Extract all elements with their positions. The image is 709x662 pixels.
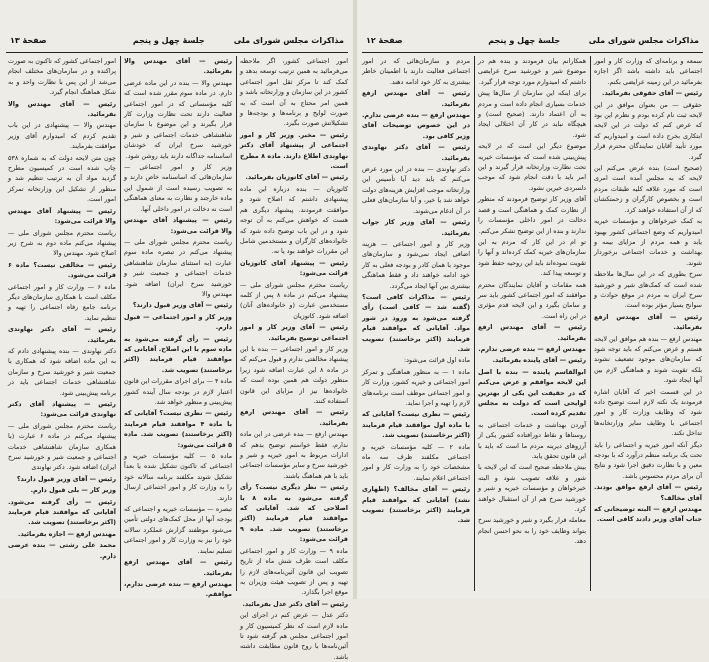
- left-page: [0, 0, 354, 661]
- paragraph: مهندس والا — بنده در این ماده عرضی دارم. در ماده سوم مقرر شده است که کلیه مؤسساتی که در امور اجتماعی فعالیت دارند تحت نظارت وزارت کار قرار بگیرند و این موضوع با سازمان شاهنشاهی خدمات اجتماعی و شیر و خورشید سرخ ایران که خودشان اساسنامه جداگانه دارند باید روشن شود.: [124, 78, 232, 160]
- speaker-line: ابوالقاسم پاینده — بنده با اصل این لایحه موافقم و عرض می‌کنم که در حقیقت این یکی از بهترین لوایحی است که دولت به مجلس تقدیم کرده است.: [478, 367, 586, 418]
- paragraph: ماده اول قرائت می‌شود:: [404, 356, 470, 365]
- paragraph: ماده ۲ — کلیه مؤسسات خیریه و اجتماعی مکلفند ظرف سه ماه مشخصات خود را به وزارت کار و امور اجتماعی اعلام نمایند.: [362, 442, 470, 482]
- left-header-rule: [6, 52, 348, 53]
- left-page-middle-column: [124, 56, 232, 599]
- column-divider: [590, 56, 591, 591]
- paragraph: سمعه و برنامه‌ای که وزارت کار و امور اجتماعی باید داشته باشد اگر اجازه بفرمائید در این زمینه عرایضی بکنم.: [594, 57, 702, 86]
- right-header-title: مذاکرات مجلس شورای ملی: [588, 36, 699, 45]
- right-page-header: [360, 34, 705, 52]
- speaker-line: رئیس — پیشنهاد آقای مهندس والا قرائت می‌شود:: [8, 206, 116, 226]
- left-page-left-column: [8, 56, 116, 593]
- speaker-line: رئیس — آقای مهندس ارفع بفرمائید.: [124, 558, 232, 577]
- speaker-line: رئیس — آقای مهندس والا بفرمائید.: [8, 99, 116, 119]
- column-divider: [120, 56, 121, 591]
- paragraph: ماده ۵ — کلیه مؤسسات خیریه و اجتماعی که تاکنون تشکیل شده یا بعداً تشکیل شوند مکلفند برنامه سالانه خود را به وزارت کار و امور اجتماعی ارسال دارند.: [124, 452, 232, 502]
- speaker-line: رئیس — آقای مهندس ارفع بفرمائید.: [478, 323, 586, 342]
- speaker-line: رئیس — پیشنهاد آقای مهندس والا قرائت می‌شود:: [124, 216, 232, 235]
- speaker-line: رئیس — رأی گرفته می‌شود به ماده سوم با این اصلاح. آقایانی که موافقند قیام فرمایند (اکثر برخاستند) تصویب شد.: [124, 334, 232, 374]
- left-header-page-number: صفحهٔ ۱۳: [10, 36, 47, 45]
- paragraph: ماده ۹ — وزارت کار و امور اجتماعی مکلف است ظرف شش ماه از تاریخ تصویب این قانون آئین‌نامه‌های لازم را تهیه و پس از تصویب هیئت وزیران به موقع اجرا بگذارد.: [240, 546, 348, 597]
- paragraph: امور اجتماعی کشور که تاکنون به صورت پراکنده و در سازمان‌های مختلف انجام می‌شد از این پس با نظارت واحد و به شکل هماهنگ انجام گیرد.: [8, 57, 116, 97]
- speaker-line: رئیس — پیشنهاد آقای دکتر نهاوندی قرائت می‌شود:: [8, 400, 116, 419]
- paragraph: دکتر نهاوندی — بنده پیشنهادی دادم که به این ماده اضافه شود که همکاری با جمعیت شیر و خورشید سرخ و سازمان شاهنشاهی خدمات اجتماعی باید در برنامه پیش‌بینی شود.: [8, 346, 116, 397]
- paragraph: چون متن لایحه دولت که به شماره ۵۳۸ چاپ شده است در کمیسیون مطرح گردید مواد آن به ترتیب تنظیم شد و منظور از تشکیل این وزارتخانه تمرکز امور است.: [8, 153, 116, 204]
- speaker-line: رئیس — آقای ارفع موافق بودند. آقای مخالف؟: [594, 483, 702, 502]
- paragraph: دکتر عدل — عرض کنم در اجرای این ماده لازم است که نظر کمیسیون کار و امور اجتماعی مجلس هم گرفته شود تا آئین‌نامه‌ها با روح قانون مطابقت داشته باشد.: [240, 611, 348, 661]
- paragraph: آقای وزیر کار توضیح فرمودند که منظور از نظارت کمک و هماهنگی است و قصد دخالت در امور داخلی مؤسسات را ندارند و بنده از این توضیح تشکر می‌کنم.: [478, 195, 586, 235]
- paragraph: بیش ملاحظه صحیح است که این لایحه با شور و علاقه تصویب شود و البته خیرخواهان و مؤسسات خیریه و شیر و خورشید سرخ هم از آن استقبال خواهند کرد.: [478, 463, 586, 514]
- left-header-session: جلسهٔ چهل و پنجم: [132, 36, 205, 45]
- paragraph: وزیر کار و امور اجتماعی — سازمان‌هائی که اساسنامه خاص دارند و به تصویب رسیده است از شمول این ماده خارجند و نظارت به معنای هماهنگی است نه دخالت در امور داخلی آنها.: [124, 163, 232, 213]
- speaker-line: رئیس — آقای پاینده بفرمائید.: [492, 356, 586, 365]
- paragraph: کاتوزیان — بنده درباره این ماده پیشنهادی داشتم که اصلاح شود و موافقت فرمودند. پیشنهاد دیگری هم هست که خواهش می‌کنم به آن توجه شود و در این باب توضیح داده شود که خانواده‌های کارگران و مستخدمین شامل این مقررات خواهند بود یا نه.: [240, 184, 348, 256]
- paragraph: آوردن بهداشت و خدمات اجتماعی به روستاها و نقاط دورافتاده کشور یکی از آرزوهای دیرینه مردم ما است که باید با این قانون تحقق یابد.: [478, 420, 586, 461]
- speaker-line: رئیس — آقای وزیر کار جواب بفرمائید.: [362, 218, 470, 237]
- left-page-right-column: [239, 56, 348, 661]
- right-header-session: جلسهٔ چهل و پنجم: [488, 36, 561, 45]
- paragraph: موضوع دیگر این است که در لایحه پیش‌بینی شده است که مؤسسات خیریه تحت نظارت وزارتخانه قرار گیرند و این امر باید با دقت انجام شود که موجب دلسردی خیرین نشود.: [478, 142, 586, 192]
- paragraph: به کمک خیرخواهان و مؤسسات خیریه امیدواریم که وضع اجتماعی کشور بهبود یابد و همه مردم از مزایای بیمه و بهداشت و خدمات اجتماعی برخوردار شوند.: [594, 217, 702, 267]
- paragraph: تبصره — مؤسسات خیریه و اجتماعی که بودجه آنها از محل کمک‌های دولتی تأمین می‌شود موظفند گزارش عملکرد سالانه خود را نیز به وزارت کار و امور اجتماعی تسلیم نمایند.: [124, 505, 232, 555]
- paragraph: مردم و سازمان‌هائی که در امور اجتماعی فعالیت دارند با اطمینان خاطر بیشتری به کار خود ادامه دهند.: [362, 57, 470, 86]
- right-header-rule: [362, 52, 703, 53]
- speaker-line: رئیس — آقای دکتر نهاوندی بفرمائید.: [8, 325, 116, 344]
- speaker-line: رئیس — آقای مهندس ارفع بفرمائید.: [240, 408, 348, 427]
- speaker-line: وزیر کار و امور اجتماعی — قبول دارم.: [124, 312, 232, 332]
- paragraph: تو ام در این کار که مردم به این سازمان‌های خیریه کمک کرده‌اند و آنها را تقویت نموده‌اند باید این روحیه حفظ شود و توسعه پیدا کند.: [478, 237, 586, 278]
- column-divider: [474, 56, 475, 591]
- speaker-line: مهندس ارفع — بنده عرضی ندارم. در این خصوص توضیحات آقای وزیر کافی بود.: [362, 111, 470, 140]
- paragraph: برای اینکه این سازمان از سال‌ها پیش خدمات بسیاری انجام داده است و مردم به آن اعتماد دارند. (صحیح است) و هیچگاه نباید در کار آن اختلالی ایجاد شود.: [478, 89, 586, 139]
- speaker-line: رئیس — آقای وزیر قبول دارند؟: [132, 301, 232, 310]
- paragraph: ریاست محترم مجلس شورای ملی — پیشنهاد می‌کنم در ماده ۶ عبارت (با همکاری سازمان شاهنشاهی خدمات اجتماعی و جمعیت شیر و خورشید سرخ ایران) اضافه شود. دکتر نهاوندی: [8, 421, 116, 472]
- paragraph: مهندس ارفع — بنده عرضی در این ماده ندارم، فقط خواستم توضیح بدهم که ادارات مربوط به امور خیریه و شیر و خورشید سرخ و سایر مؤسسات اجتماعی باید با هم هماهنگ باشند.: [239, 430, 348, 480]
- paragraph: سرخ بطوری که در این سال‌ها ملاحظه شده است که کمک‌های شیر و خورشید سرخ ایران به مردم در موقع حوادث و سوانح بسیار مؤثر بوده است.: [594, 270, 702, 310]
- speaker-line: رئیس — آقای مهندس ارفع بفرمائید.: [362, 89, 470, 108]
- speaker-line: رئیس — آقای مخالف؟ (اظهاری نشد) آقایانی که موافقند قیام فرمایند (اکثر برخاستند) تصویب شد.: [362, 485, 470, 525]
- left-page-header: [4, 34, 350, 52]
- speaker-line: رئیس — مخبر. وزیر کار و امور اجتماعی از پیشنهاد آقای دکتر نهاوندی اطلاع دارند. ماده ۸ مطرح است.: [240, 130, 348, 171]
- speaker-line: رئیس — نظر دیگری نیست؟ رأی گرفته می‌شود به ماده ۸ با اصلاحی که شد. آقایانی که موافقند قیام فرمایند (اکثر برخاستند) تصویب شد. ماده ۹ قرائت می‌شود:: [240, 483, 348, 544]
- speaker-line: رئیس — آقای کاتوزیان بفرمائید.: [245, 173, 348, 182]
- right-page: [356, 0, 709, 599]
- paragraph: دکتر نهاوندی — بنده در این مورد عرض می‌کنم که باید دید آیا تأسیس این وزارتخانه موجب افزایش هزینه‌های دولت خواهد شد یا خیر، و آیا سازمان‌های فعلی در آن ادغام می‌شوند.: [362, 165, 470, 215]
- speaker-line: رئیس — آقای دکتر نهاوندی بفرمائید.: [362, 143, 470, 162]
- speaker-line: رئیس — مذاکرات کافی است؟ (گفته شد — کافی است) رأی گرفته می‌شود به ورود در شور مواد. آقایانی که موافقند قیام فرمایند (اکثر برخاستند) تصویب شد.: [362, 292, 470, 353]
- paragraph: در این قسمت اخیر که آقایان اشاره فرمودند یک نکته لازم است توضیح داده شود که وظایف وزارت کار و امور اجتماعی با وظایف سایر وزارتخانه‌ها تداخل نکند.: [594, 387, 702, 438]
- paragraph: معامله قرار بگیرد و شیر و خورشید سرخ بتواند وظایف خود را به نحو احسن انجام دهد.: [478, 516, 586, 546]
- paragraph: همکارانم بیان فرمودند و بنده هم در موضوع شیر و خورشید سرخ عرایضی داشتم که امیدوارم مورد توجه قرار گیرد.: [478, 57, 586, 86]
- paragraph: دیگر آنکه امور خیریه و اجتماعی را باید تحت یک برنامه منظم درآورد که با بودجه معین و با نظارت دقیق اجرا شود و نتایج آن برای مردم محسوس باشد.: [594, 440, 702, 480]
- speaker-line: مهندس ارفع — اجازه بفرمائید.: [17, 529, 116, 538]
- paragraph: ریاست محترم مجلس شورای ملی — پیشنهاد می‌کنم ماده دوم به شرح زیر اصلاح شود. مهندس والا: [8, 228, 116, 258]
- paragraph: وزیر کار و امور اجتماعی — هزینه اضافی ایجاد نمی‌شود و سازمان‌های موجود با همان کادر و بودجه فعلی به کار خود ادامه خواهند داد و فقط هماهنگی بیشتری بین آنها ایجاد می‌گردد.: [362, 239, 470, 290]
- speaker-line: مهندس ارفع — بنده عرضی ندارم، موافقم.: [124, 579, 232, 599]
- speaker-line: رئیس — آقای حقوقی بفرمائید.: [602, 89, 702, 98]
- column-divider: [236, 56, 237, 591]
- paragraph: امور اجتماعی کشور، اگر ملاحظه می‌فرمائید به همین ترتیب توسعه بدهد و کمک کند تا مرکز ثقل امور اجتماعی کشور در این سازمان و وزارتخانه باشد و همین امر محتاج به آن است که به صورت لوایح و برنامه‌ها و بودجه‌ها و تشکیلاتش صورت بگیرد.: [240, 57, 348, 128]
- paragraph: ریاست محترم مجلس شورای ملی — پیشنهاد می‌کنم در ماده ۸ پس از کلمه مستخدمین عبارت (و خانواده‌های آنان) اضافه شود. کاتوزیان: [240, 280, 348, 320]
- right-page-middle-column: [478, 56, 586, 593]
- speaker-line: رئیس — رأی گرفته می‌شود. آقایانی که موافقند قیام فرمایند (اکثر برخاستند) تصویب شد.: [8, 497, 116, 527]
- right-header-page-number: صفحهٔ ۱۲: [366, 36, 403, 45]
- paragraph: حقوقی — من بعنوان موافق در این لایحه ثبت نام کرده بودم و نظرم این بود که عرض کنم که دولت در این لایحه ابتکاری بخرج داده است و امیدواریم که مورد تأیید آقایان نمایندگان محترم قرار گیرد.: [594, 100, 702, 161]
- speaker-line: مهندس ارفع — بنده عرضی ندارم.: [478, 344, 586, 353]
- paragraph: ماده ۱ — به منظور هماهنگی و تمرکز امور اجتماعی و خیریه کشور، وزارت کار و امور اجتماعی موظف است برنامه‌های لازم را تهیه و اجرا نماید.: [362, 367, 470, 407]
- paragraph: ماده ۴ — برای اجرای مقررات این قانون اعتبار لازم در بودجه سال آینده کشور پیش‌بینی و منظور خواهد شد.: [124, 377, 232, 406]
- speaker-line: رئیس — پیشنهاد آقای کاتوزیان قرائت می‌شود:: [240, 258, 348, 278]
- paragraph: مهندس ارفع — بنده هم موافق این لایحه هستم و عرض می‌کنم که باید توجه شود که سازمان‌های موجود تضعیف نشوند بلکه تقویت شوند و هماهنگی لازم بین آنها ایجاد شود.: [594, 334, 702, 385]
- speaker-line: مهندس ارفع — البته توضیحاتی که جناب آقای وزیر دادند کافی است.: [594, 505, 702, 524]
- speaker-line: رئیس — آقای مهندس ارفع بفرمائید.: [594, 312, 702, 332]
- right-page-right-column: [594, 56, 702, 593]
- paragraph: همه مقامات و آقایان نمایندگان محترم موافقند که امور اجتماعی کشور باید سر و سامان بگیرد و این لایحه قدم مؤثری در این راه است.: [478, 280, 586, 320]
- speaker-line: رئیس — نظری نیست؟ آقایانی که با ماده ۴ موافقند قیام فرمایند (اکثر برخاستند) تصویب شد. ماده ۵ قرائت می‌شود:: [124, 409, 232, 449]
- speaker-line: محمد علی رشتی — بنده عرضی دارم.: [8, 541, 116, 560]
- right-page-left-column: [362, 56, 470, 593]
- paragraph: ماده ۶ — وزارت کار و امور اجتماعی مکلف است با همکاری سازمان‌های دیگر برنامه جامع رفاه اجتماعی را تهیه و تنظیم نماید.: [8, 282, 116, 322]
- paragraph: (صحیح است) بنده عرض می‌کنم این لایحه که به مجلس آمده است امری است که مورد علاقه کلیه طبقات مردم است و بخصوص کارگران و زحمتکشان که از آن استفاده خواهند کرد.: [594, 164, 702, 214]
- speaker-line: رئیس — آقای وزیر قبول دارند؟: [16, 474, 116, 483]
- speaker-line: رئیس — آقای دکتر عدل بفرمائید.: [242, 599, 348, 608]
- speaker-line: رئیس — مخالفی نیست؟ ماده ۶ قرائت می‌شود.: [8, 260, 116, 280]
- speaker-line: وزیر کار — بلی قبول دارم.: [30, 486, 116, 495]
- paragraph: مهندس والا — پیشنهادی در این باب تقدیم کردم که امیدوارم آقای وزیر موافقت بفرمایند.: [8, 121, 116, 151]
- speaker-line: رئیس — آقای مهندس والا بفرمائید.: [124, 57, 232, 76]
- speaker-line: رئیس — نظری نیست؟ آقایانی که با ماده اول موافقند قیام فرمایند (اکثر برخاستند) تصویب شد.: [362, 410, 470, 440]
- left-header-title: مذاکرات مجلس شورای ملی: [233, 36, 344, 45]
- paragraph: وزیر کار و امور اجتماعی — بنده با این پیشنهاد مخالفتی ندارم و قبول می‌کنم که در ماده ۸ این عبارت اضافه شود زیرا منظور دولت هم همین بوده است که خانواده‌ها نیز از مزایای این قانون استفاده کنند.: [240, 344, 348, 405]
- paragraph: ریاست محترم مجلس شورای ملی — پیشنهاد می‌کنم در تبصره ماده سوم عبارت (به استثنای سازمان شاهنشاهی خدمات اجتماعی و جمعیت شیر و خورشید سرخ ایران) اضافه شود. مهندس والا: [124, 237, 232, 298]
- speaker-line: رئیس — آقای وزیر کار و امور اجتماعی توضیح بفرمائید.: [240, 323, 348, 342]
